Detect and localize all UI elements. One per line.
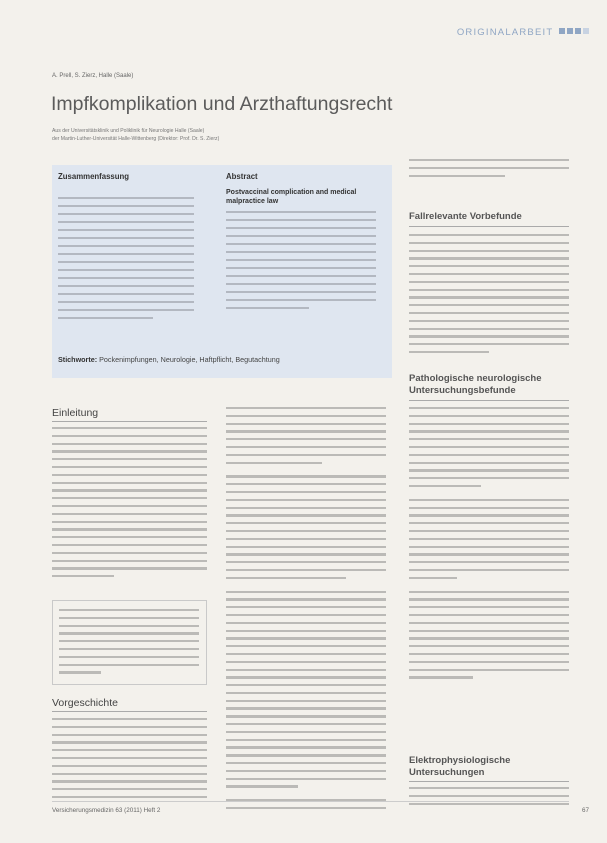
summary-text <box>58 197 194 325</box>
keywords-label: Stichworte: <box>58 355 98 364</box>
einleitung-text <box>52 427 207 583</box>
befunde-text <box>409 407 569 684</box>
affiliation <box>52 127 392 143</box>
header-square-icon <box>583 28 589 34</box>
abstract-text <box>226 211 376 315</box>
note-box <box>52 600 207 685</box>
keywords <box>58 355 388 364</box>
affiliation-line: Aus der Universitätsklinik und Poliklinik für Neurologie Halle (Saale) <box>52 128 205 134</box>
elektro-text <box>409 787 569 810</box>
divider <box>409 781 569 782</box>
vorgeschichte-text <box>52 718 207 804</box>
divider <box>52 421 207 422</box>
keywords-text: Pockenimpfungen, Neurologie, Haftpflicht, Begutachtung <box>99 355 280 364</box>
right-column-intro-text <box>409 159 569 182</box>
section-heading: Vorgeschichte <box>52 697 118 709</box>
abstract-subtitle: Postvaccinal complication and medical malpractice law <box>226 189 357 205</box>
divider <box>409 226 569 227</box>
journal-section-header <box>457 27 589 38</box>
header-square-icon <box>567 28 573 34</box>
journal-citation: Versicherungsmedizin 63 (2011) Heft 2 <box>52 807 161 814</box>
section-heading: Einleitung <box>52 407 99 419</box>
section-heading <box>409 755 510 779</box>
footer-divider <box>52 801 569 802</box>
section-heading: Fallrelevante Vorbefunde <box>409 211 522 222</box>
page-number: 67 <box>581 807 589 814</box>
article-title: Impfkomplikation und Arzthaftungsrecht <box>51 93 393 115</box>
summary-heading: Zusammenfassung <box>58 172 130 181</box>
header-square-icon <box>559 28 565 34</box>
affiliation-line: der Martin-Luther-Universität Halle-Wittenberg (Direktor: Prof. Dr. S. Zierz) <box>52 136 220 142</box>
section-heading-line: Elektrophysiologische <box>409 755 511 766</box>
abstract-heading: Abstract <box>226 172 258 181</box>
section-heading <box>409 373 542 397</box>
divider <box>52 711 207 712</box>
section-heading-line: Untersuchungen <box>409 767 485 778</box>
section-heading-line: Untersuchungsbefunde <box>409 385 516 396</box>
divider <box>409 400 569 401</box>
section-heading-line: Pathologische neurologische <box>409 373 542 384</box>
section-label: ORIGINALARBEIT <box>456 27 554 38</box>
vorbefunde-text <box>409 234 569 359</box>
middle-column-text <box>226 407 386 815</box>
header-square-icon <box>575 28 581 34</box>
authors: A. Prell, S. Zierz, Halle (Saale) <box>52 73 134 79</box>
